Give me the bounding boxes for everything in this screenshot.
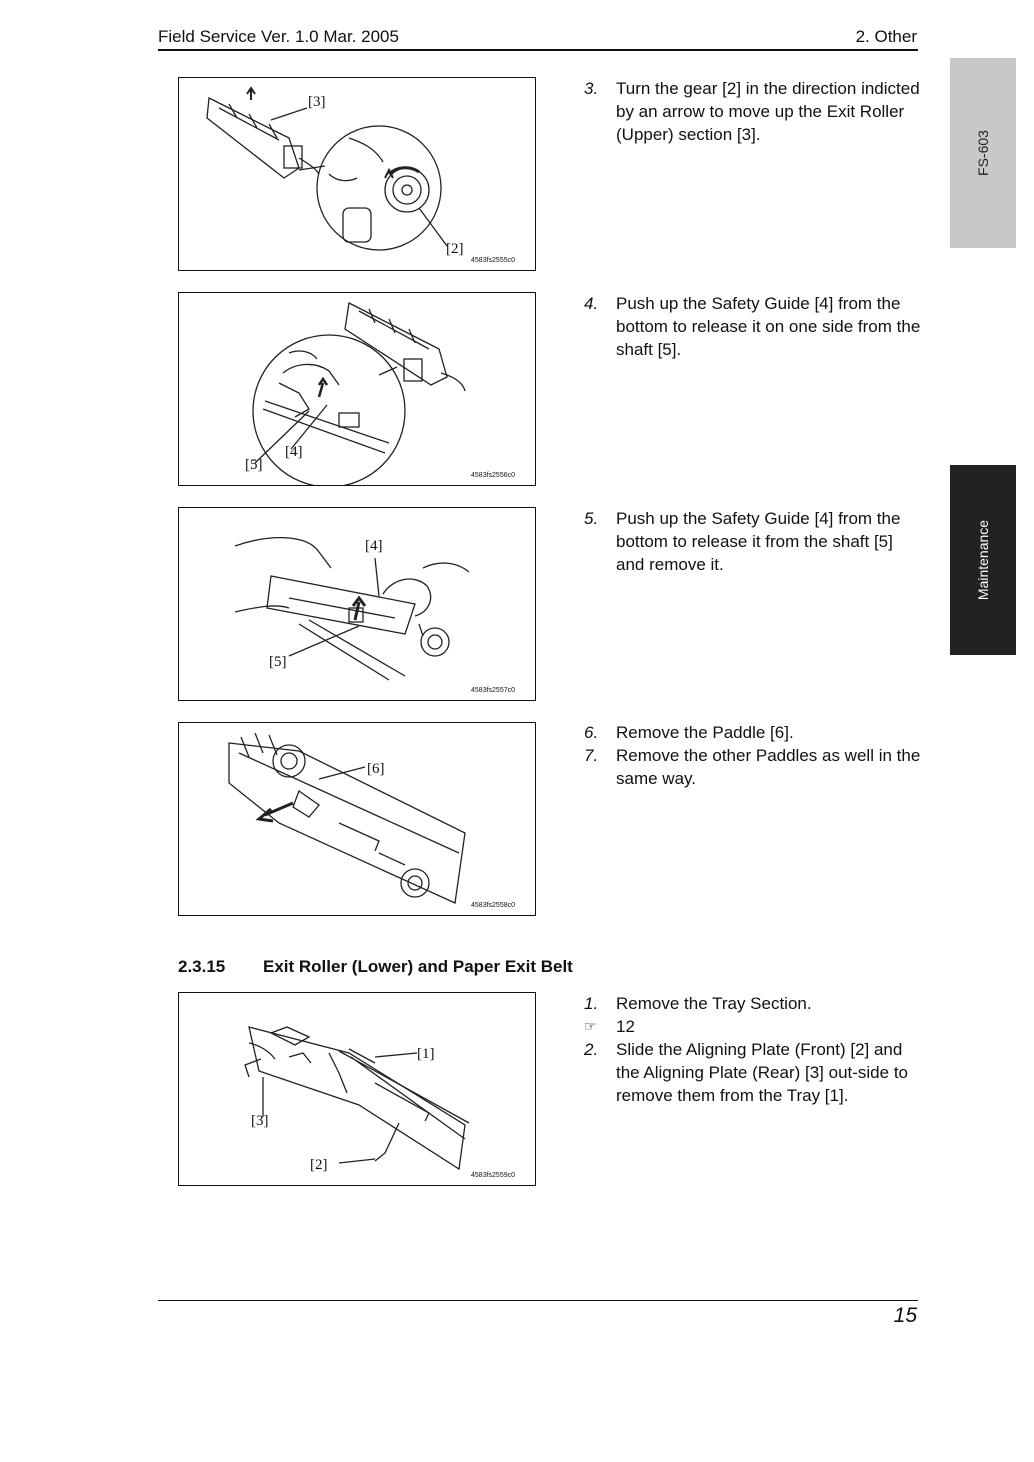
figure4-code: 4583fs2558c0 — [471, 902, 515, 909]
figure2-callout-5: [5] — [245, 457, 263, 473]
step-number: 1. — [584, 994, 599, 1013]
figure-tray-aligning-plates — [178, 992, 536, 1186]
reference-line — [584, 1015, 924, 1038]
step-item — [584, 721, 924, 744]
section-title: Exit Roller (Lower) and Paper Exit Belt — [263, 957, 573, 976]
section-step-block — [584, 992, 924, 1107]
step-block-5 — [584, 507, 924, 576]
illustration-safety-guide — [179, 293, 536, 486]
figure-paddle-removal — [178, 722, 536, 916]
figure3-code: 4583fs2557c0 — [471, 687, 515, 694]
step-number: 3. — [584, 79, 599, 98]
side-tab-maintenance[interactable] — [950, 465, 1016, 655]
step-text: Slide the Aligning Plate (Front) [2] and the Aligning Plate (Rear) [3] out-side to remove them from the Tray [1]. — [616, 1040, 908, 1105]
step-item — [584, 507, 924, 576]
step-block-3 — [584, 77, 924, 146]
step-number: 6. — [584, 723, 599, 742]
page-number: 15 — [893, 1304, 917, 1327]
figure2-callout-4: [4] — [285, 444, 303, 460]
figure5-callout-3: [3] — [251, 1113, 269, 1129]
illustration-gear — [179, 78, 536, 271]
figure-safety-guide-release — [178, 292, 536, 486]
section-number: 2.3.15 — [178, 957, 226, 976]
step-number: 7. — [584, 746, 599, 765]
side-tab-maintenance-label: Maintenance — [975, 519, 991, 601]
step-item — [584, 744, 924, 790]
figure1-callout-3: [3] — [308, 94, 326, 110]
step-item — [584, 992, 924, 1015]
side-tab-fs603-label: FS-603 — [975, 130, 991, 176]
step-item — [584, 1038, 924, 1107]
step-text: Turn the gear [2] in the direction indicted by an arrow to move up the Exit Roller (Upper) section [3]. — [616, 79, 920, 144]
reference-page-link[interactable]: 12 — [616, 1017, 635, 1036]
step-text: Remove the other Paddles as well in the same way. — [616, 746, 921, 788]
section-heading — [178, 957, 573, 977]
figure3-callout-4: [4] — [365, 538, 383, 554]
header-title: Field Service Ver. 1.0 Mar. 2005 — [158, 27, 399, 46]
header-rule — [158, 49, 918, 51]
figure-gear-exit-roller — [178, 77, 536, 271]
illustration-tray — [179, 993, 536, 1186]
step-text: Push up the Safety Guide [4] from the bottom to release it on one side from the shaft [5]. — [616, 294, 921, 359]
step-item — [584, 77, 924, 146]
step-block-6-7 — [584, 721, 924, 790]
footer-rule — [158, 1300, 918, 1301]
figure1-code: 4583fs2555c0 — [471, 257, 515, 264]
header-section: 2. Other — [855, 27, 917, 46]
figure5-callout-1: [1] — [417, 1046, 435, 1062]
step-block-4 — [584, 292, 924, 361]
figure1-callout-2: [2] — [446, 241, 464, 257]
step-text: Remove the Tray Section. — [616, 994, 812, 1013]
figure-safety-guide-remove — [178, 507, 536, 701]
step-number: 4. — [584, 294, 599, 313]
reference-hand-icon: ☞ — [584, 1018, 597, 1034]
step-item — [584, 292, 924, 361]
illustration-safety-guide-remove — [179, 508, 536, 701]
figure4-callout-6: [6] — [367, 761, 385, 777]
step-number: 2. — [584, 1040, 599, 1059]
figure3-callout-5: [5] — [269, 654, 287, 670]
illustration-paddle — [179, 723, 536, 916]
step-text: Push up the Safety Guide [4] from the bottom to release it from the shaft [5] and remove it. — [616, 509, 901, 574]
figure2-code: 4583fs2556c0 — [471, 472, 515, 479]
step-number: 5. — [584, 509, 599, 528]
figure5-code: 4583fs2559c0 — [471, 1172, 515, 1179]
side-tab-fs603[interactable] — [950, 58, 1016, 248]
figure5-callout-2: [2] — [310, 1157, 328, 1173]
step-text: Remove the Paddle [6]. — [616, 723, 794, 742]
